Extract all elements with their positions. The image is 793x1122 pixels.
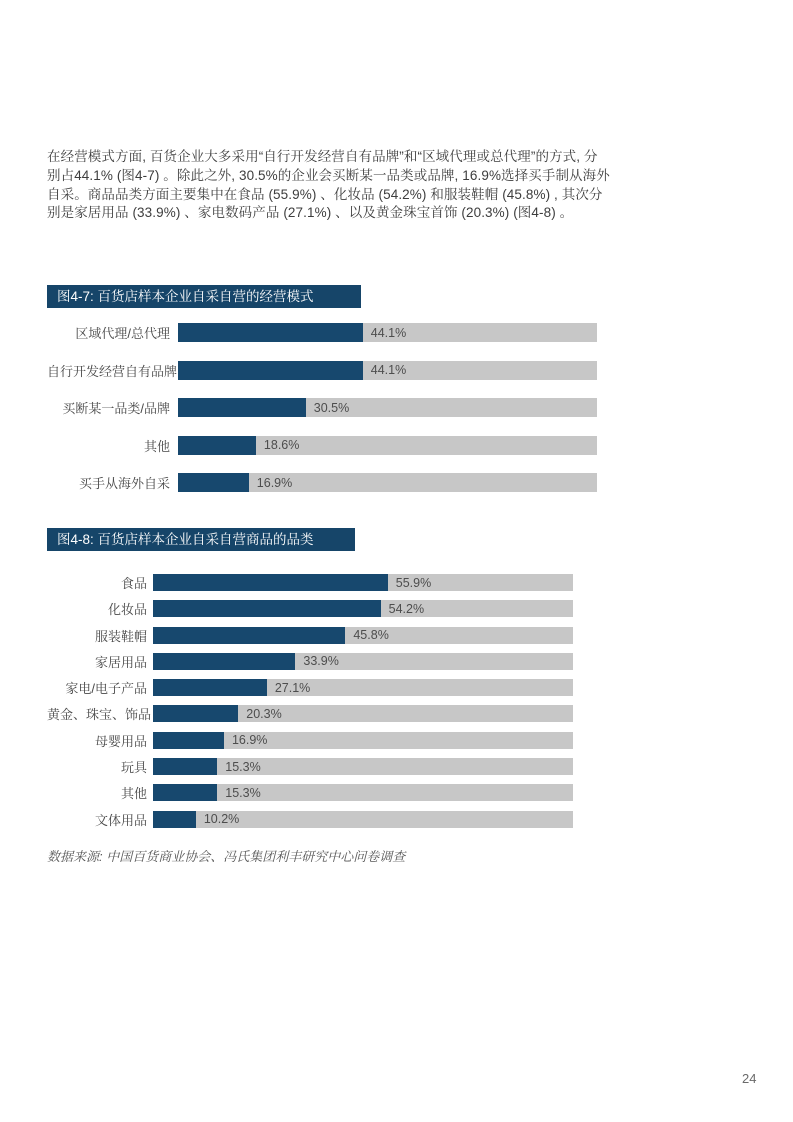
- bar-row: [47, 361, 597, 380]
- bar-value-label: 45.8%: [353, 628, 389, 643]
- bar-row: [47, 627, 573, 644]
- bar-fill: [153, 811, 196, 828]
- bar-value-label: 18.6%: [263, 438, 300, 452]
- page-number: 24: [742, 1071, 757, 1086]
- bar-row: [47, 473, 597, 492]
- chart-4-8: [47, 528, 573, 828]
- bar-fill: [178, 473, 249, 492]
- bar-row: [47, 398, 597, 417]
- bar-fill: [153, 600, 381, 617]
- bar-fill: [153, 732, 224, 749]
- bar-row: [47, 784, 573, 801]
- bar-track: [178, 361, 597, 380]
- bar-value-label: 44.1%: [370, 325, 407, 340]
- bar-track: [153, 653, 573, 670]
- bar-row: [47, 732, 573, 749]
- bar-fill: [178, 323, 363, 342]
- bar-category-label: 家居用品: [94, 654, 147, 670]
- bar-track: [178, 398, 597, 417]
- bar-category-label: 买手从海外自采: [78, 476, 170, 491]
- bar-value-label: 27.1%: [274, 680, 311, 695]
- bar-row: [47, 323, 597, 342]
- bar-row: [47, 758, 573, 775]
- bar-track: [153, 758, 573, 775]
- bar-category-label: 买断某一品类/品牌: [62, 401, 170, 416]
- bar-value-label: 30.5%: [313, 400, 350, 415]
- bar-fill: [153, 627, 345, 644]
- bar-category-label: 文体用品: [94, 812, 147, 828]
- bar-track: [153, 811, 573, 828]
- bar-row: [47, 436, 597, 455]
- bar-category-label: 食品: [120, 576, 147, 591]
- chart-4-7-title-banner: 图4-7: 百货店样本企业自采自营的经营模式: [47, 285, 361, 308]
- bar-track: [153, 627, 573, 644]
- bar-fill: [178, 436, 256, 455]
- chart-4-7: [47, 285, 597, 492]
- bar-value-label: 33.9%: [303, 654, 339, 669]
- bar-category-label: 服装鞋帽: [94, 628, 147, 644]
- bar-category-label: 其他: [120, 786, 147, 802]
- bar-row: [47, 600, 573, 617]
- bar-category-label: 玩具: [120, 760, 147, 776]
- bar-track: [178, 323, 597, 342]
- bar-value-label: 20.3%: [246, 706, 282, 721]
- bar-row: [47, 574, 573, 591]
- bar-fill: [153, 679, 267, 696]
- bar-category-label: 母婴用品: [94, 733, 147, 749]
- bar-value-label: 16.9%: [231, 733, 268, 748]
- bar-category-label: 黄金、珠宝、饰品: [47, 707, 152, 723]
- bar-track: [178, 473, 597, 492]
- bar-category-label: 家电/电子产品: [65, 681, 147, 697]
- bar-fill: [178, 398, 306, 417]
- bar-track: [153, 732, 573, 749]
- bar-row: [47, 811, 573, 828]
- bar-fill: [153, 784, 217, 801]
- bar-track: [153, 679, 573, 696]
- bar-fill: [153, 653, 295, 670]
- bar-value-label: 16.9%: [256, 475, 293, 490]
- bar-row: [47, 679, 573, 696]
- bar-value-label: 15.3%: [225, 785, 261, 800]
- bar-track: [153, 600, 573, 617]
- bar-track: [153, 574, 573, 591]
- bar-fill: [153, 705, 238, 722]
- bar-value-label: 54.2%: [388, 601, 425, 616]
- bar-category-label: 区域代理/总代理: [75, 326, 170, 341]
- bar-value-label: 55.9%: [395, 575, 432, 590]
- bar-track: [153, 705, 573, 722]
- source-note: 数据来源: 中国百货商业协会、冯氏集团利丰研究中心问卷调查: [47, 849, 406, 864]
- chart-4-8-title-banner: 图4-8: 百货店样本企业自采自营商品的品类: [47, 528, 355, 551]
- body-paragraph: 在经营模式方面, 百货企业大多采用“自行开发经营自有品牌”和“区域代理或总代理”的方式, 分别占44.1% (图4-7) 。除此之外, 30.5%的企业会买断某一品类或品牌, 16.9%选择买手制从海外自采。商品品类方面主要集中在食品 (55.9%) 、化妆品 (54.2%) 和服装鞋帽 (45.8%) , 其次分别是家居用品 (33.9%) 、家电数码产品 (27.1%) 、以及黄金珠宝首饰 (20.3%) (图4-8) 。: [47, 149, 610, 221]
- bar-value-label: 15.3%: [225, 759, 261, 774]
- chart-4-8-bars: [47, 574, 573, 828]
- bar-category-label: 自行开发经营自有品牌: [47, 363, 178, 379]
- bar-category-label: 化妆品: [107, 602, 147, 618]
- bar-track: [153, 784, 573, 801]
- chart-4-7-bars: [47, 323, 597, 492]
- bar-fill: [178, 361, 363, 380]
- bar-fill: [153, 574, 388, 591]
- bar-value-label: 44.1%: [370, 363, 407, 377]
- bar-fill: [153, 758, 217, 775]
- bar-track: [178, 436, 597, 455]
- bar-category-label: 其他: [143, 438, 170, 454]
- bar-row: [47, 705, 573, 722]
- bar-value-label: 10.2%: [203, 812, 240, 827]
- bar-row: [47, 653, 573, 670]
